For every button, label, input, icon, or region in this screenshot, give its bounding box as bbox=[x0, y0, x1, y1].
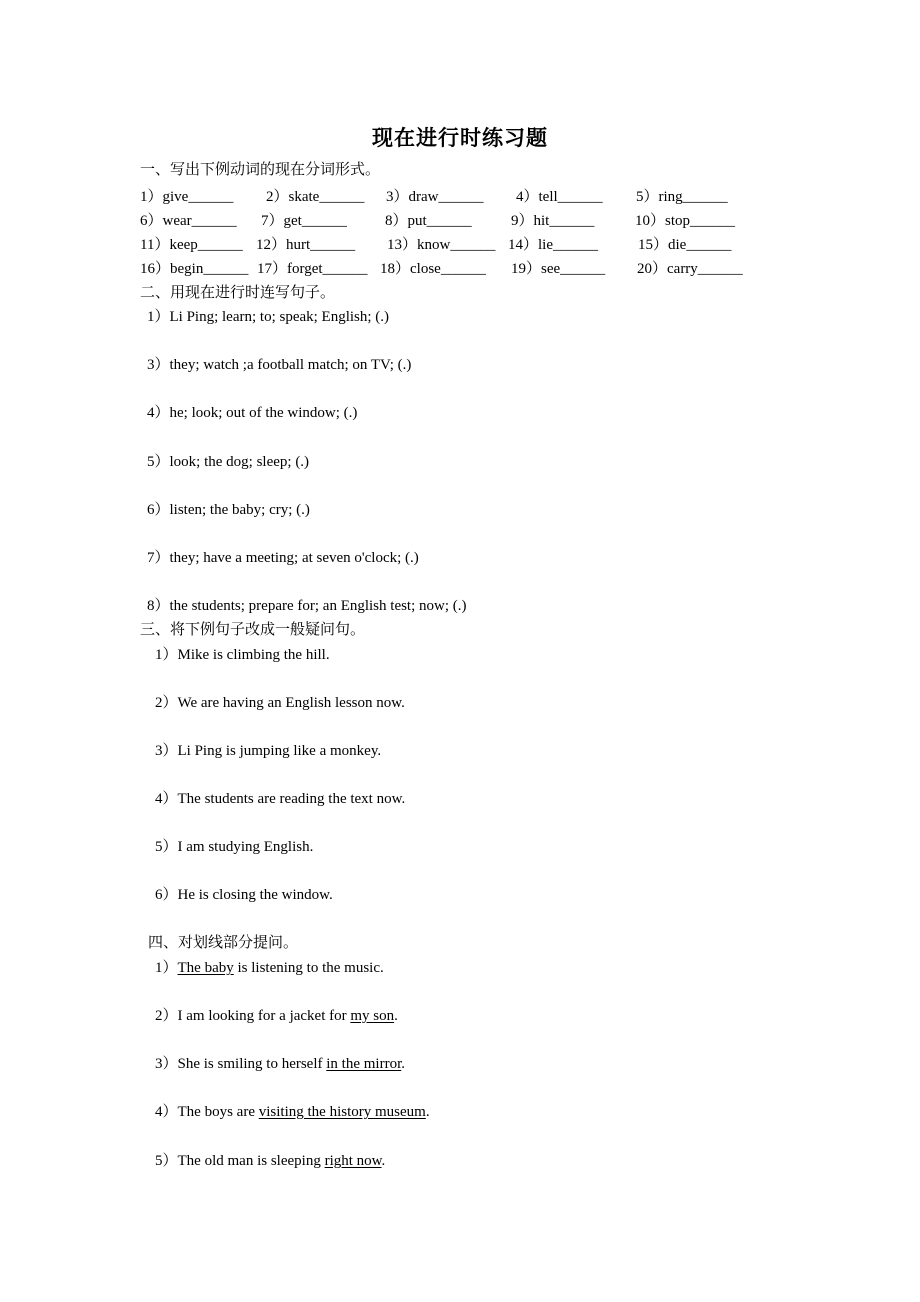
sentence-post: . bbox=[425, 1104, 430, 1120]
item-number: 3） bbox=[155, 1056, 178, 1072]
underline-question bbox=[155, 958, 384, 978]
page-title: 现在进行时练习题 bbox=[372, 126, 548, 150]
sentence-pre: The boys are bbox=[177, 1104, 259, 1120]
verb-item: 15）die______ bbox=[638, 237, 732, 253]
sentence-pre: I am looking for a jacket for bbox=[177, 1008, 351, 1024]
underlined-phrase: visiting the history museum bbox=[258, 1104, 426, 1120]
sentence-post: is listening to the music. bbox=[233, 960, 384, 976]
verb-item: 8）put______ bbox=[385, 213, 472, 229]
underlined-phrase: in the mirror bbox=[326, 1056, 402, 1072]
question-sentence: 2）We are having an English lesson now. bbox=[155, 695, 405, 711]
section2-heading: 二、用现在进行时连写句子。 bbox=[140, 285, 336, 301]
sentence-prompt: 8）the students; prepare for; an English test; now; (.) bbox=[147, 598, 467, 614]
item-number: 1） bbox=[155, 960, 178, 976]
verb-item: 4）tell______ bbox=[516, 189, 603, 205]
underlined-phrase: The baby bbox=[177, 960, 234, 976]
underline-question bbox=[155, 1102, 430, 1122]
item-number: 5） bbox=[155, 1153, 178, 1169]
verb-item: 6）wear______ bbox=[140, 213, 237, 229]
sentence-pre: The old man is sleeping bbox=[177, 1153, 325, 1169]
underline-question bbox=[155, 1151, 385, 1171]
verb-item: 18）close______ bbox=[380, 261, 486, 277]
section4-heading: 四、对划线部分提问。 bbox=[148, 935, 299, 951]
section3-heading: 三、将下例句子改成一般疑问句。 bbox=[140, 622, 366, 638]
sentence-post: . bbox=[401, 1056, 406, 1072]
question-sentence: 1）Mike is climbing the hill. bbox=[155, 647, 330, 663]
item-number: 2） bbox=[155, 1008, 178, 1024]
sentence-post: . bbox=[381, 1153, 386, 1169]
underlined-phrase: my son bbox=[350, 1008, 395, 1024]
verb-item: 20）carry______ bbox=[637, 261, 743, 277]
question-sentence: 6）He is closing the window. bbox=[155, 887, 333, 903]
sentence-prompt: 1）Li Ping; learn; to; speak; English; (.) bbox=[147, 309, 390, 325]
underlined-phrase: right now bbox=[324, 1153, 382, 1169]
sentence-prompt: 3）they; watch ;a football match; on TV; (.) bbox=[147, 357, 412, 373]
question-sentence: 5）I am studying English. bbox=[155, 839, 314, 855]
verb-item: 13）know______ bbox=[387, 237, 496, 253]
question-sentence: 3）Li Ping is jumping like a monkey. bbox=[155, 743, 382, 759]
section1-heading: 一、写出下例动词的现在分词形式。 bbox=[140, 162, 381, 178]
verb-item: 19）see______ bbox=[511, 261, 606, 277]
verb-item: 16）begin______ bbox=[140, 261, 249, 277]
question-sentence: 4）The students are reading the text now. bbox=[155, 791, 406, 807]
verb-item: 1）give______ bbox=[140, 189, 234, 205]
verb-item: 10）stop______ bbox=[635, 213, 736, 229]
verb-item: 5）ring______ bbox=[636, 189, 728, 205]
verb-item: 7）get______ bbox=[261, 213, 347, 229]
verb-item: 11）keep______ bbox=[140, 237, 243, 253]
sentence-prompt: 4）he; look; out of the window; (.) bbox=[147, 405, 358, 421]
verb-item: 3）draw______ bbox=[386, 189, 484, 205]
verb-item: 2）skate______ bbox=[266, 189, 365, 205]
sentence-post: . bbox=[394, 1008, 398, 1024]
verb-item: 14）lie______ bbox=[508, 237, 598, 253]
item-number: 4） bbox=[155, 1104, 178, 1120]
sentence-prompt: 7）they; have a meeting; at seven o'clock; (.) bbox=[147, 550, 419, 566]
sentence-prompt: 5）look; the dog; sleep; (.) bbox=[147, 454, 310, 470]
verb-item: 9）hit______ bbox=[511, 213, 595, 229]
underline-question bbox=[155, 1054, 405, 1074]
underline-question bbox=[155, 1006, 398, 1026]
verb-item: 17）forget______ bbox=[257, 261, 368, 277]
verb-item: 12）hurt______ bbox=[256, 237, 356, 253]
sentence-pre: She is smiling to herself bbox=[177, 1056, 327, 1072]
sentence-prompt: 6）listen; the baby; cry; (.) bbox=[147, 502, 310, 518]
